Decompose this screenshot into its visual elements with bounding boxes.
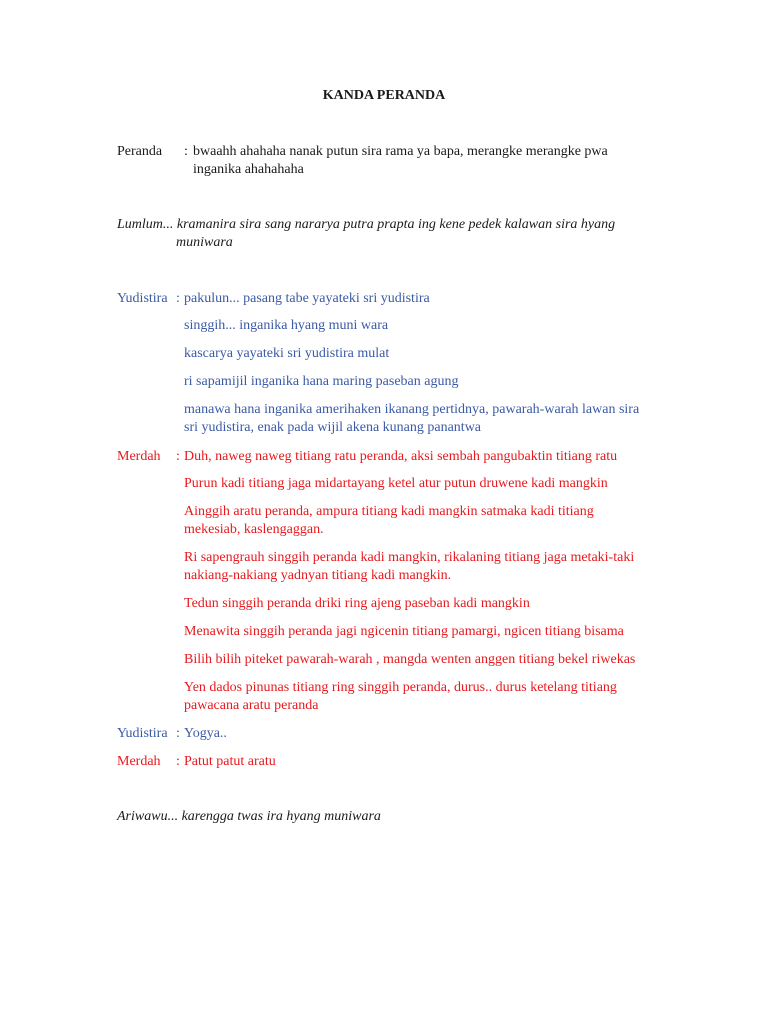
merdah-2-text: Patut patut aratu bbox=[184, 754, 276, 769]
yudistira-2-text: Yogya.. bbox=[184, 726, 227, 741]
merdah-line-7: Tedun singgih peranda driki ring ajeng paseban kadi mangkin bbox=[184, 596, 530, 611]
speaker-colon: : bbox=[176, 726, 180, 741]
speaker-colon: : bbox=[176, 449, 180, 464]
merdah-line-2: Purun kadi titiang jaga midartayang ketel atur putun druwene kadi mangkin bbox=[184, 476, 608, 491]
speaker-colon: : bbox=[176, 291, 180, 306]
peranda-line-1: bwaahh ahahaha nanak putun sira rama ya bapa, merangke merangke pwa bbox=[193, 144, 608, 159]
merdah-line-5: Ri sapengrauh singgih peranda kadi mangkin, rikalaning titiang jaga metaki-taki bbox=[184, 550, 635, 565]
merdah-line-3: Ainggih aratu peranda, ampura titiang kadi mangkin satmaka kadi titiang bbox=[184, 504, 594, 519]
yudistira-line-1: pakulun... pasang tabe yayateki sri yudistira bbox=[184, 291, 430, 306]
merdah-line-10: Yen dados pinunas titiang ring singgih peranda, durus.. durus ketelang titiang bbox=[184, 680, 617, 695]
merdah-line-4: mekesiab, kaslengaggan. bbox=[184, 522, 324, 537]
ariwawu-line: Ariwawu... karengga twas ira hyang muniwara bbox=[117, 809, 381, 824]
merdah-line-1: Duh, naweg naweg titiang ratu peranda, aksi sembah pangubaktin titiang ratu bbox=[184, 449, 618, 464]
speaker-yudistira: Yudistira bbox=[117, 726, 168, 741]
narration-lumlum bbox=[117, 216, 637, 252]
merdah-line-6: nakiang-nakiang yadnyan titiang kadi mangkin. bbox=[184, 568, 452, 583]
document-title: KANDA PERANDA bbox=[322, 88, 446, 103]
yudistira-line-4: ri sapamijil inganika hana maring paseban agung bbox=[184, 374, 459, 389]
yudistira-line-5: manawa hana inganika amerihaken ikanang pertidnya, pawarah-warah lawan sira bbox=[184, 402, 640, 417]
lumlum-line-1: Lumlum... kramanira sira sang nararya putra prapta ing kene pedek kalawan sira hyang bbox=[117, 217, 616, 232]
speaker-colon: : bbox=[176, 754, 180, 769]
speaker-yudistira: Yudistira bbox=[117, 291, 168, 306]
yudistira-line-2: singgih... inganika hyang muni wara bbox=[184, 318, 389, 333]
peranda-line-2: inganika ahahahaha bbox=[193, 162, 304, 177]
merdah-line-8: Menawita singgih peranda jagi ngicenin titiang pamargi, ngicen titiang bisama bbox=[184, 624, 624, 639]
merdah-line-11: pawacana aratu peranda bbox=[184, 698, 319, 713]
yudistira-line-3: kascarya yayateki sri yudistira mulat bbox=[184, 346, 390, 361]
yudistira-line-6: sri yudistira, enak pada wijil akena kunang panantwa bbox=[184, 420, 482, 435]
speaker-merdah: Merdah bbox=[117, 754, 161, 769]
merdah-line-9: Bilih bilih piteket pawarah-warah , mangda wenten anggen titiang bekel riwekas bbox=[184, 652, 636, 667]
speaker-merdah: Merdah bbox=[117, 449, 161, 464]
speaker-peranda: Peranda bbox=[117, 144, 163, 159]
speaker-colon: : bbox=[184, 144, 188, 159]
narration-ariwawu bbox=[117, 808, 637, 826]
lumlum-line-2: muniwara bbox=[176, 235, 233, 250]
